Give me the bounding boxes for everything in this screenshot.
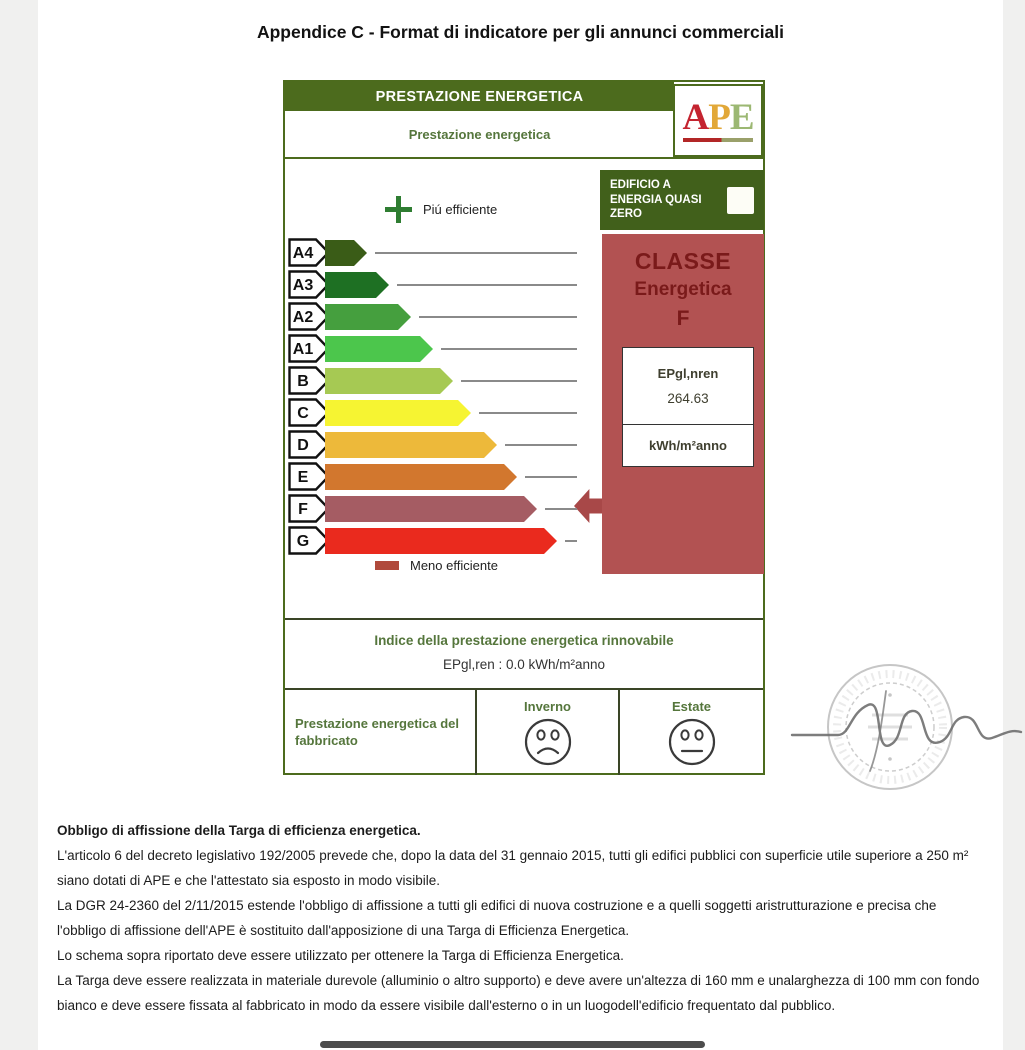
plus-icon	[385, 196, 412, 223]
ape-logo-letters	[682, 99, 753, 136]
guide-line	[479, 412, 577, 414]
ape-letter: A	[682, 97, 709, 138]
stamp-and-signature	[790, 655, 1025, 805]
class-label-icon	[288, 462, 330, 491]
class-bar	[325, 368, 453, 394]
footer-winter-cell	[477, 690, 620, 775]
class-label-icon	[288, 334, 330, 363]
scale-row-a4	[288, 237, 588, 269]
notes-heading: Obbligo di affissione della Targa di efficienza energetica.	[57, 823, 421, 838]
guide-line	[525, 476, 577, 478]
svg-text:F: F	[298, 501, 308, 518]
certificate-footer	[285, 688, 763, 775]
scale-row-a3	[288, 269, 588, 301]
note-paragraph: Lo schema sopra riportato deve essere utilizzato per ottenere la Targa di Efficienza Energetica.	[57, 948, 624, 963]
class-bar	[325, 496, 537, 522]
summer-face-icon	[667, 716, 717, 768]
guide-line	[545, 508, 577, 510]
class-label-icon	[288, 430, 330, 459]
energy-scale	[288, 237, 588, 557]
class-label-icon	[288, 238, 330, 267]
less-efficient-row	[375, 558, 498, 573]
class-panel-subtitle: Energetica	[634, 279, 732, 300]
class-label-icon	[288, 366, 330, 395]
ape-letter: E	[729, 97, 754, 138]
guide-line	[419, 316, 577, 318]
class-bar	[325, 240, 367, 266]
renewable-section	[285, 618, 763, 688]
notes-block	[57, 818, 987, 1018]
page-title: Appendice C - Format di indicatore per gli annunci commerciali	[256, 22, 785, 42]
home-indicator-bar	[320, 1041, 705, 1048]
guide-line	[375, 252, 577, 254]
winter-mouth	[538, 749, 558, 754]
winter-face-icon	[523, 716, 573, 768]
guide-line	[397, 284, 577, 286]
ep-metric-top	[623, 348, 753, 425]
class-label-icon	[288, 302, 330, 331]
scale-row-b	[288, 365, 588, 397]
class-bar	[325, 304, 411, 330]
svg-text:A4: A4	[292, 245, 314, 262]
scale-row-a2	[288, 301, 588, 333]
class-label-icon	[288, 494, 330, 523]
nzeb-label: EDIFICIO A ENERGIA QUASI ZERO	[610, 179, 702, 221]
class-label-icon	[288, 270, 330, 299]
less-efficient-label: Meno efficiente	[410, 558, 498, 573]
note-paragraph: La Targa deve essere realizzata in materiale durevole (alluminio o altro supporto) e deve avere un'altezza di 160 mm e unalarghezza di 100 mm con fondo bianco e deve essere fissata al fabbricato in modo da essere visibile dall'esterno o in un luogodell'edificio frequentato dal pubblico.	[57, 973, 980, 1013]
summer-label: Estate	[671, 699, 712, 714]
class-bar	[325, 272, 389, 298]
svg-text:E: E	[297, 469, 309, 486]
svg-text:D: D	[297, 437, 309, 454]
scale-row-g	[288, 525, 588, 557]
guide-line	[441, 348, 577, 350]
ep-metric-box	[622, 347, 754, 467]
note-paragraph: L'articolo 6 del decreto legislativo 192/2005 prevede che, dopo la data del 31 gennaio 2015, tutti gli edifici pubblici con superficie utile superiore a 250 m² siano dotati di APE e che l'attestato sia esposto in modo visibile.	[57, 848, 969, 888]
svg-text:A1: A1	[292, 341, 314, 358]
guide-line	[565, 540, 577, 542]
class-panel-class-letter: F	[676, 307, 690, 330]
class-bar	[325, 464, 517, 490]
ep-metric-label: EPgl,nren	[657, 366, 719, 381]
ep-metric-value: 264.63	[667, 391, 709, 406]
class-bar	[325, 336, 433, 362]
nzeb-checkbox	[727, 187, 754, 214]
building-performance-label: Prestazione energetica del fabbricato	[295, 715, 460, 748]
renewable-title: Indice della prestazione energetica rinnovabile	[374, 633, 674, 648]
nzeb-box	[600, 170, 764, 230]
certificate-header: PRESTAZIONE ENERGETICA	[285, 82, 674, 111]
class-bar	[325, 432, 497, 458]
scale-row-a1	[288, 333, 588, 365]
svg-text:G: G	[296, 533, 310, 550]
ape-letter: P	[708, 97, 730, 138]
ep-metric-unit: kWh/m²anno	[649, 438, 727, 453]
svg-text:C: C	[297, 405, 309, 422]
energy-certificate	[283, 80, 765, 775]
ape-logo-underline	[683, 138, 753, 142]
note-paragraph: La DGR 24-2360 del 2/11/2015 estende l'obbligo di affissione a tutti gli edifici di nuova costruzione e a quelli soggetti aristrutturazione e precisa che l'obbligo di affissione dell'APE è sostituito dall'apposizione di una Targa di Efficienza Energetica.	[57, 898, 937, 938]
scale-row-f	[288, 493, 588, 525]
svg-text:A3: A3	[292, 277, 314, 294]
certificate-subheader: Prestazione energetica	[408, 126, 551, 142]
class-bar	[325, 528, 557, 554]
scale-row-c	[288, 397, 588, 429]
right-margin-strip	[1003, 0, 1025, 1050]
svg-text:B: B	[297, 373, 309, 390]
scale-row-e	[288, 461, 588, 493]
header-divider	[285, 157, 763, 159]
guide-line	[505, 444, 577, 446]
footer-building-cell	[285, 690, 477, 775]
class-label-icon	[288, 526, 330, 555]
footer-summer-cell	[620, 690, 763, 775]
guide-line	[461, 380, 577, 382]
svg-text:A2: A2	[292, 309, 314, 326]
ape-logo	[673, 84, 763, 157]
winter-label: Inverno	[524, 699, 571, 714]
class-panel-title: CLASSE	[634, 248, 732, 274]
renewable-value: EPgl,ren : 0.0 kWh/m²anno	[442, 657, 606, 672]
less-efficient-swatch-icon	[375, 561, 399, 570]
class-bar	[325, 400, 471, 426]
more-efficient-label: Piú efficiente	[423, 202, 498, 217]
energy-class-panel	[602, 234, 764, 574]
left-margin-strip	[0, 0, 38, 1050]
more-efficient-row	[385, 196, 497, 223]
class-label-icon	[288, 398, 330, 427]
notes-paragraphs	[57, 843, 987, 1018]
scale-row-d	[288, 429, 588, 461]
